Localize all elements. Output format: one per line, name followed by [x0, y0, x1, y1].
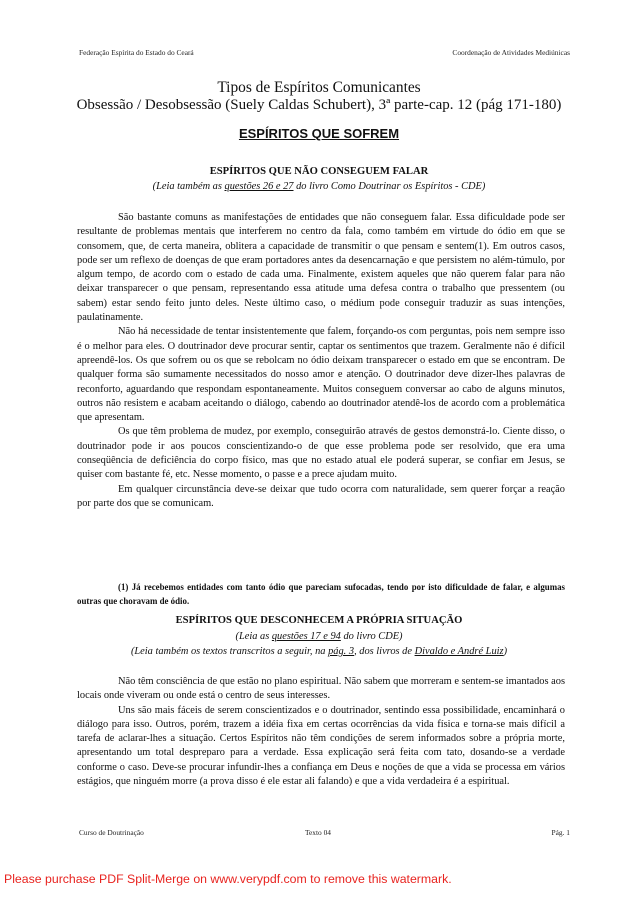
questions-link[interactable]: questões 17 e 94	[271, 631, 341, 642]
page-number: Pág. 1	[551, 828, 570, 837]
watermark-text: Please purchase PDF Split-Merge on www.verypdf.com to remove this watermark.	[4, 872, 452, 886]
paragraph: Uns são mais fáceis de serem conscientizados e o doutrinador, sentindo essa possibilidade, encaminhará o diálogo para isso. Outros, porém, trazem a idéia fixa em certas ocorrências da vida física e torna-se mais difícil a tarefa de aclarar-lhes a situação. Certos Espíritos não têm condições de serem informados sobre a própria morte, apresentando um total despreparo para a verdade. Essa explicação será feita com tato, dosando-se a verdade conforme o caso. Deve-se procurar infundir-lhes a confiança em Deus e noções de que a vida se processa em vários estágios, que ninguém morre (a prova disso é ele estar ali falando) e que a vida verdadeira é a espiritual.	[77, 704, 565, 788]
section-title: ESPÍRITOS QUE SOFREM	[238, 126, 400, 141]
paragraph: Em qualquer circunstância deve-se deixar que tudo ocorra com naturalidade, sem querer forçar a reação por parte dos que se comunicam.	[77, 483, 565, 509]
document-title: Tipos de Espíritos Comunicantes	[217, 79, 421, 96]
questions-link[interactable]: questões 26 e 27	[224, 181, 294, 192]
section1-reading-note	[0, 181, 638, 192]
note-text: (Leia também as	[152, 181, 225, 192]
footnote: (1) Já recebemos entidades com tanto ódio que pareciam sufocadas, tendo por isto dificuldade de falar, e algumas outras que choravam de ódio.	[77, 582, 565, 607]
section2-reading-ref	[0, 631, 638, 642]
note-text: (Leia as	[235, 631, 272, 642]
section1-heading: ESPÍRITOS QUE NÃO CONSEGUEM FALAR	[209, 166, 429, 177]
paragraph: Os que têm problema de mudez, por exemplo, conseguirão através de gestos demonstrá-lo. Ciente disso, o doutrinador pode ir aos poucos conscientizando-o de que esse problema pode ser resolvido, que era uma conseqüência de deficiência do corpo físico, mas que no estado atual ele poderá superar, se confiar em Jesus, se quiser com bastante fé, etc. Nesse momento, o passe e a prece ajudam muito.	[77, 426, 565, 481]
section1-body	[77, 211, 565, 511]
note-text: )	[503, 646, 508, 657]
page-link[interactable]: pág. 3	[328, 646, 355, 657]
section2-heading: ESPÍRITOS QUE DESCONHECEM A PRÓPRIA SITUAÇÃO	[175, 615, 463, 626]
note-text: (Leia também os textos transcritos a seguir, na	[130, 646, 329, 657]
note-text: , dos livros de	[354, 646, 415, 657]
section2-body	[77, 675, 565, 789]
note-text: do livro Como Doutrinar os Espíritos - CDE)	[293, 181, 486, 192]
section2-reading-note	[0, 646, 638, 657]
document-subtitle: Obsessão / Desobsessão (Suely Caldas Schubert), 3ª parte-cap. 12 (pág 171-180)	[76, 97, 562, 113]
paragraph: São bastante comuns as manifestações de entidades que não conseguem falar. Essa dificuldade pode ser resultante de problemas mentais que interferem no centro da fala, como também em virtude do ódio em que se consomem, que, de certa maneira, oblitera a capacidade de transmitir o que pensam e sentem(1). Em outros casos, pode ser um reflexo de doenças de que eram portadores antes da desencarnação e que persistem no além-túmulo, por algum tempo, de acordo com o estado de cada uma. Finalmente, existem aqueles que não querem falar para não deixar transparecer o que pensam, representando essa atitude uma defesa contra o trabalho que pressentem (ou sabem) estar sendo feito junto deles. Neste último caso, o médium pode conseguir traduzir as suas intenções, paulatinamente.	[77, 212, 565, 324]
footer-center: Texto 04	[305, 828, 331, 837]
note-text: do livro CDE)	[340, 631, 403, 642]
paragraph: Não há necessidade de tentar insistentemente que falem, forçando-os com perguntas, pois nem sempre isso é o melhor para eles. O doutrinador deve procurar sentir, captar os sentimentos que trazem. Geralmente não é difícil apreendê-los. Os que sofrem ou os que se rebolcam no ódio deixam transparecer o estado em que se encontram. De qualquer forma são sumamente necessitados do nosso amor e atenção. O doutrinador deve dizer-lhes palavras de reconforto, aguardando que respondam espontaneamente. Muitos conseguem conversar ao cabo de alguns minutos, outros não resistem e acabam aceitando o diálogo, cabendo ao doutrinador atendê-los de acordo com a problemática que apresentam.	[77, 326, 565, 424]
footer-left: Curso de Doutrinação	[79, 828, 144, 837]
header-left: Federação Espírita do Estado do Ceará	[79, 48, 194, 57]
paragraph: Não têm consciência de que estão no plano espiritual. Não sabem que morreram e sentem-se imantados aos locais onde viveram ou onde está o centro de seus interesses.	[77, 676, 565, 702]
authors-link[interactable]: Divaldo e André Luiz	[414, 646, 504, 657]
header-right: Coordenação de Atividades Mediúnicas	[452, 48, 570, 57]
